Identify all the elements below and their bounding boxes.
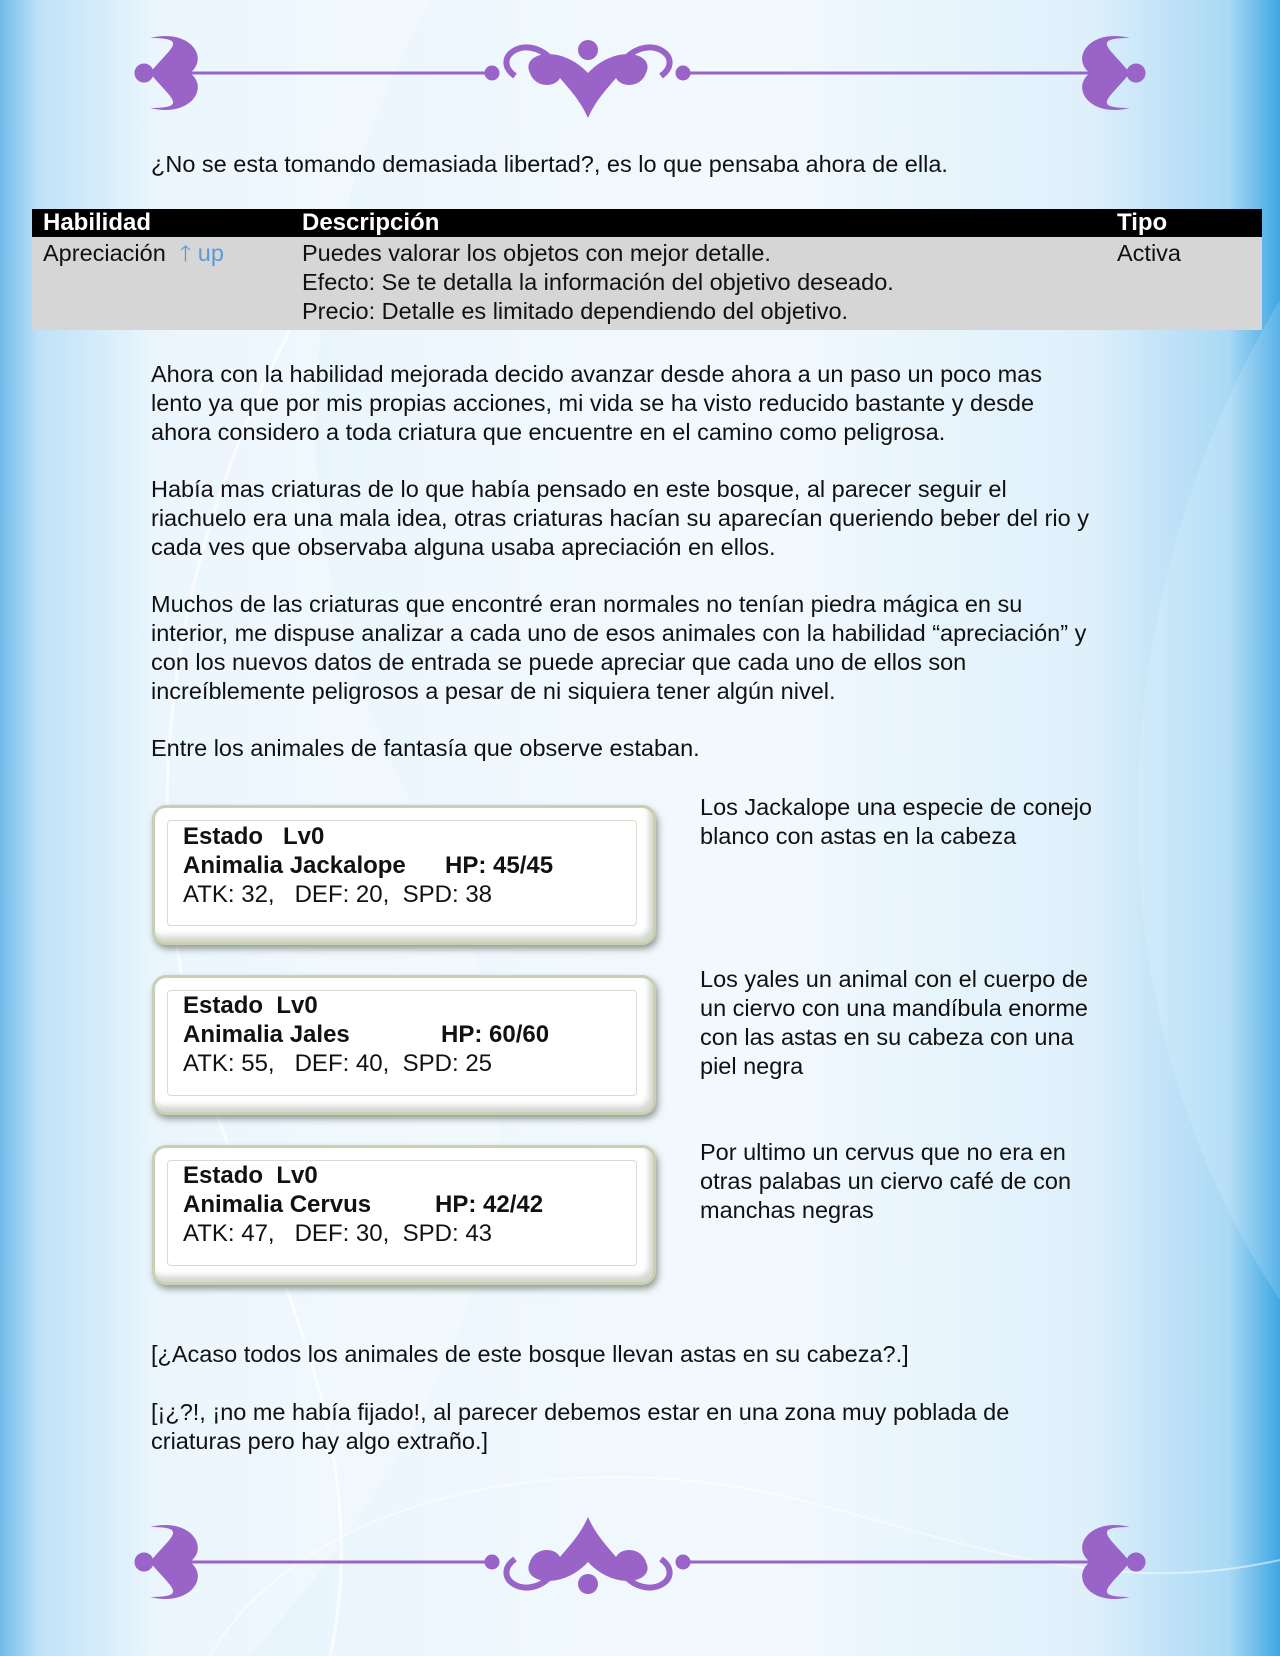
creature-stats: ATK: 47, DEF: 30, SPD: 43: [183, 1220, 493, 1247]
status-level: Estado Lv0: [183, 992, 318, 1019]
price-line: Precio: Detalle es limitado dependiendo del objetivo.: [302, 298, 849, 324]
up-arrow-icon: 🡑: [179, 241, 192, 266]
intro-line: ¿No se esta tomando demasiada libertad?, es lo que pensaba ahora de ella.: [151, 151, 948, 177]
status-box-jales: [152, 975, 656, 1115]
bottom-ornament: [130, 1512, 1150, 1602]
creature-name: Animalia Cervus: [183, 1191, 372, 1218]
header-description: Descripción: [302, 209, 1117, 237]
status-box-jackalope: [152, 805, 656, 945]
creature-note-cervus: Por ultimo un cervus que no era en otras palabas un ciervo café de con manchas negras: [700, 1139, 1072, 1223]
closing-thought-1: [¿Acaso todos los animales de este bosque llevan astas en su cabeza?.]: [151, 1341, 909, 1367]
type-cell: Activa: [1117, 237, 1262, 330]
description-cell: [302, 237, 1117, 330]
upgrade-indicator: [180, 240, 224, 266]
status-level: Estado Lv0: [183, 823, 325, 850]
top-ornament: [130, 28, 1150, 118]
creature-hp: HP: 42/42: [435, 1191, 544, 1218]
creature-note-jales: Los yales un animal con el cuerpo de un ciervo con una mandíbula enorme con las astas en su cabeza con una piel negra: [700, 966, 1088, 1079]
status-level: Estado Lv0: [183, 1162, 318, 1189]
description-line: Puedes valorar los objetos con mejor detalle.: [302, 240, 771, 266]
paragraph-2: Había mas criaturas de lo que había pensado en este bosque, al parecer seguir el riachuelo era una mala idea, otras criaturas hacían su aparecían queriendo beber del rio y cada ves que observaba alguna usaba apreciación en ellos.: [151, 476, 1089, 560]
creature-hp: HP: 60/60: [441, 1021, 550, 1048]
skill-table: [32, 209, 1262, 330]
closing-thought-2: [¡¿?!, ¡no me había fijado!, al parecer debemos estar en una zona muy poblada de criaturas pero hay algo extraño.]: [151, 1399, 1010, 1454]
status-box-cervus: [152, 1145, 656, 1285]
creature-name: Animalia Jackalope: [183, 852, 406, 879]
paragraph-4: Entre los animales de fantasía que observe estaban.: [151, 735, 700, 761]
effect-line: Efecto: Se te detalla la información del objetivo deseado.: [302, 269, 894, 295]
table-row: [32, 237, 1262, 330]
creature-stats: ATK: 55, DEF: 40, SPD: 25: [183, 1050, 493, 1077]
header-skill: Habilidad: [32, 209, 302, 237]
creature-name: Animalia Jales: [183, 1021, 350, 1048]
upgrade-label: up: [197, 240, 224, 266]
paragraph-3: Muchos de las criaturas que encontré eran normales no tenían piedra mágica en su interior, me dispuse analizar a cada uno de esos animales con la habilidad “apreciación” y con los nuevos datos de entrada se puede apreciar que cada uno de ellos son increíblemente peligrosos a pesar de ni siquiera tener algún nivel.: [151, 591, 1087, 704]
creature-note-jackalope: Los Jackalope una especie de conejo blanco con astas en la cabeza: [700, 794, 1092, 849]
header-type: Tipo: [1117, 209, 1262, 237]
skill-cell: [32, 237, 302, 330]
paragraph-1: Ahora con la habilidad mejorada decido avanzar desde ahora a un paso un poco mas lento ya que por mis propias acciones, mi vida se ha visto reducido bastante y desde ahora considero a toda criatura que encuentre en el camino como peligrosa.: [151, 361, 1042, 445]
creature-hp: HP: 45/45: [445, 852, 554, 879]
skill-name: Apreciación: [43, 240, 166, 266]
creature-stats: ATK: 32, DEF: 20, SPD: 38: [183, 881, 493, 908]
